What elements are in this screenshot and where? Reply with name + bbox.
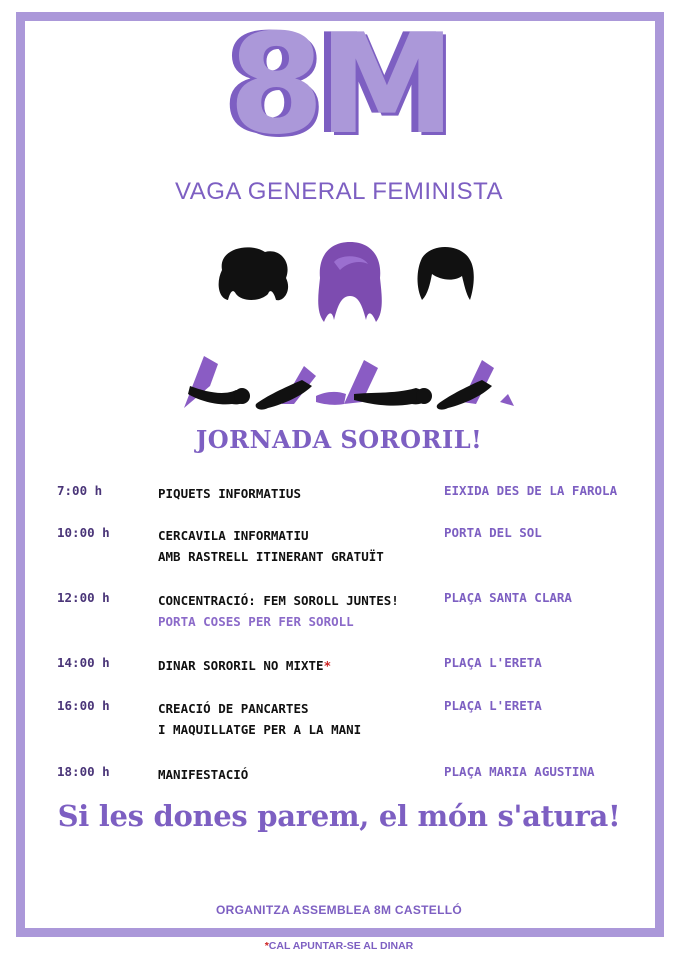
schedule-place: PLAÇA L'ERETA — [444, 698, 542, 713]
woman-head-purple-icon — [318, 242, 382, 322]
schedule-row — [0, 590, 678, 640]
slogan: Si les dones parem, el món s'atura! — [57, 799, 621, 833]
schedule-time: 12:00 h — [57, 590, 110, 605]
schedule-place: PLAÇA SANTA CLARA — [444, 590, 572, 605]
schedule-note: PORTA COSES PER FER SOROLL — [158, 614, 354, 629]
jornada-title: JORNADA SORORIL! — [195, 425, 483, 454]
organizer: ORGANITZA ASSEMBLEA 8M CASTELLÓ — [216, 903, 462, 917]
asterisk-mark: * — [323, 658, 332, 673]
schedule-activity: CERCAVILA INFORMATIU AMB RASTRELL ITINERANT GRATUÏT — [158, 528, 384, 564]
subtitle: VAGA GENERAL FEMINISTA — [175, 178, 503, 205]
schedule-time: 7:00 h — [57, 483, 103, 498]
schedule-activity: CONCENTRACIÓ: FEM SOROLL JUNTES! PORTA COSES PER FER SOROLL — [158, 590, 399, 632]
schedule-row — [0, 698, 678, 748]
schedule-place: EIXIDA DES DE LA FAROLA — [444, 483, 618, 498]
schedule-time: 16:00 h — [57, 698, 110, 713]
woman-head-black-short-icon — [418, 247, 474, 300]
schedule-time: 18:00 h — [57, 764, 110, 779]
schedule-activity: PIQUETS INFORMATIUS — [158, 486, 301, 501]
schedule-time: 10:00 h — [57, 525, 110, 540]
schedule-activity: DINAR SORORIL NO MIXTE* — [158, 658, 332, 673]
raised-arms-fist-icon — [184, 356, 514, 410]
schedule-time: 14:00 h — [57, 655, 110, 670]
raised-arms-illustration — [176, 346, 516, 416]
schedule-activity: MANIFESTACIÓ — [158, 767, 249, 782]
woman-head-black-icon — [219, 247, 288, 300]
footnote: *CAL APUNTAR-SE AL DINAR — [264, 940, 414, 952]
schedule-activity: CREACIÓ DE PANCARTES I MAQUILLATGE PER A LA MANI — [158, 701, 362, 737]
women-heads-illustration — [200, 240, 500, 330]
schedule-row — [0, 525, 678, 575]
headline-8m: 8M — [228, 4, 450, 165]
schedule-place: PLAÇA L'ERETA — [444, 655, 542, 670]
schedule-place: PORTA DEL SOL — [444, 525, 542, 540]
schedule-place: PLAÇA MARIA AGUSTINA — [444, 764, 595, 779]
